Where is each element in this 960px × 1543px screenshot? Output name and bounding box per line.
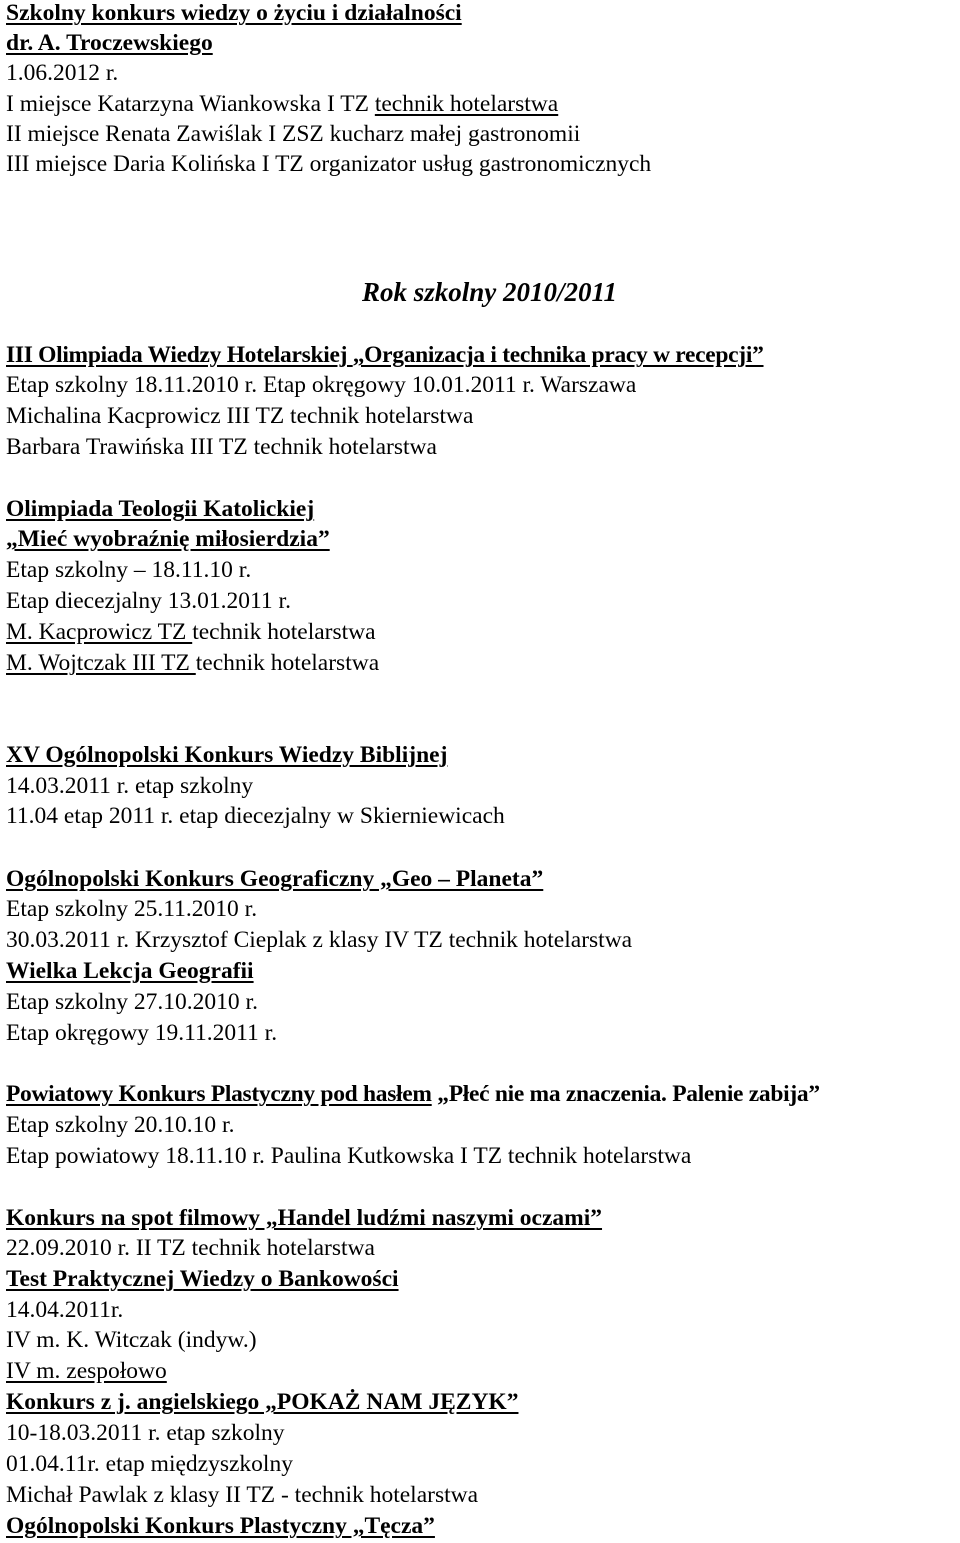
result-line — [6, 1356, 167, 1386]
olympiad-hotel-title-a: III Olimpiada Wiedzy Hotelarskiej — [6, 342, 353, 368]
third-place: III miejsce Daria Kolińska I TZ organizator usług gastronomicznych — [6, 151, 652, 177]
contest-date: 1.06.2012 r. — [6, 60, 119, 86]
participant-name: M. Kacprowicz TZ — [6, 619, 193, 645]
stage-line: 10-18.03.2011 r. etap szkolny — [6, 1420, 285, 1446]
result-line: IV m. K. Witczak (indyw.) — [6, 1327, 257, 1353]
participant-name: M. Wojtczak III TZ — [6, 650, 196, 676]
stage-line: Etap diecezjalny 13.01.2011 r. — [6, 588, 291, 614]
art-contest-title-b: „Płeć nie ma znaczenia. Palenie zabija” — [431, 1081, 820, 1107]
english-contest-title: Konkurs z j. angielskiego „POKAŻ NAM JĘZYK” — [6, 1389, 519, 1415]
stage-line: 22.09.2010 r. II TZ technik hotelarstwa — [6, 1235, 375, 1261]
theology-olympiad-title: Olimpiada Teologii Katolickiej — [6, 496, 315, 522]
bible-contest-title: XV Ogólnopolski Konkurs Wiedzy Biblijnej — [6, 742, 448, 768]
first-place-text: I miejsce Katarzyna Wiankowska I TZ — [6, 91, 375, 117]
profession: technik hotelarstwa — [195, 650, 380, 676]
participant — [6, 648, 379, 678]
geography-lesson-title: Wielka Lekcja Geografii — [6, 958, 254, 984]
participant: Michał Pawlak z klasy II TZ - technik hotelarstwa — [6, 1482, 479, 1508]
stage-line: Etap szkolny – 18.11.10 r. — [6, 557, 252, 583]
stage-line: 01.04.11r. etap międzyszkolny — [6, 1451, 293, 1477]
first-place — [6, 89, 558, 119]
geo-contest-title: Ogólnopolski Konkurs Geograficzny „Geo – Planeta” — [6, 866, 544, 892]
stage-line: Etap powiatowy 18.11.10 r. Paulina Kutkowska I TZ technik hotelarstwa — [6, 1143, 692, 1169]
theology-olympiad-subtitle: „Mieć wyobraźnię miłosierdzia” — [6, 526, 330, 552]
stage-line: 14.03.2011 r. etap szkolny — [6, 773, 254, 799]
art-contest-title-a: Powiatowy Konkurs Plastyczny pod hasłem — [6, 1081, 432, 1107]
stage-line: 30.03.2011 r. Krzysztof Cieplak z klasy IV TZ technik hotelarstwa — [6, 927, 633, 953]
banking-test-title: Test Praktycznej Wiedzy o Bankowości — [6, 1266, 399, 1292]
stage-line: Etap szkolny 27.10.2010 r. — [6, 989, 258, 1015]
profession: technik hotelarstwa — [192, 619, 376, 645]
contest-title-line-1: Szkolny konkurs wiedzy o życiu i działalności — [6, 0, 462, 26]
participant — [6, 617, 376, 647]
participant: Michalina Kacprowicz III TZ technik hotelarstwa — [6, 403, 474, 429]
profession: technik hotelarstwa — [374, 91, 559, 117]
stage-line: Etap okręgowy 19.11.2011 r. — [6, 1020, 278, 1046]
contest-title-line-2: dr. A. Troczewskiego — [6, 30, 213, 56]
stage-line: 11.04 etap 2011 r. etap diecezjalny w Skierniewicach — [6, 803, 505, 829]
school-year-heading: Rok szkolny 2010/2011 — [362, 277, 618, 307]
olympiad-hotel-stages: Etap szkolny 18.11.2010 r. Etap okręgowy 10.01.2011 r. Warszawa — [6, 372, 637, 398]
art-contest-title — [6, 1079, 820, 1109]
second-place: II miejsce Renata Zawiślak I ZSZ kucharz małej gastronomii — [6, 121, 581, 147]
stage-line: Etap szkolny 20.10.10 r. — [6, 1112, 235, 1138]
result-place: IV m. zespołowo — [6, 1358, 167, 1384]
film-spot-contest-title: Konkurs na spot filmowy „Handel ludźmi naszymi oczami” — [6, 1205, 603, 1231]
art-contest-tecza-title: Ogólnopolski Konkurs Plastyczny „Tęcza” — [6, 1513, 435, 1539]
stage-line: 14.04.2011r. — [6, 1297, 124, 1323]
olympiad-hotel-title-b: „Organizacja i technika pracy w recepcji” — [352, 342, 764, 368]
participant: Barbara Trawińska III TZ technik hotelarstwa — [6, 434, 437, 460]
olympiad-hotel-title — [6, 340, 764, 370]
stage-line: Etap szkolny 25.11.2010 r. — [6, 896, 258, 922]
